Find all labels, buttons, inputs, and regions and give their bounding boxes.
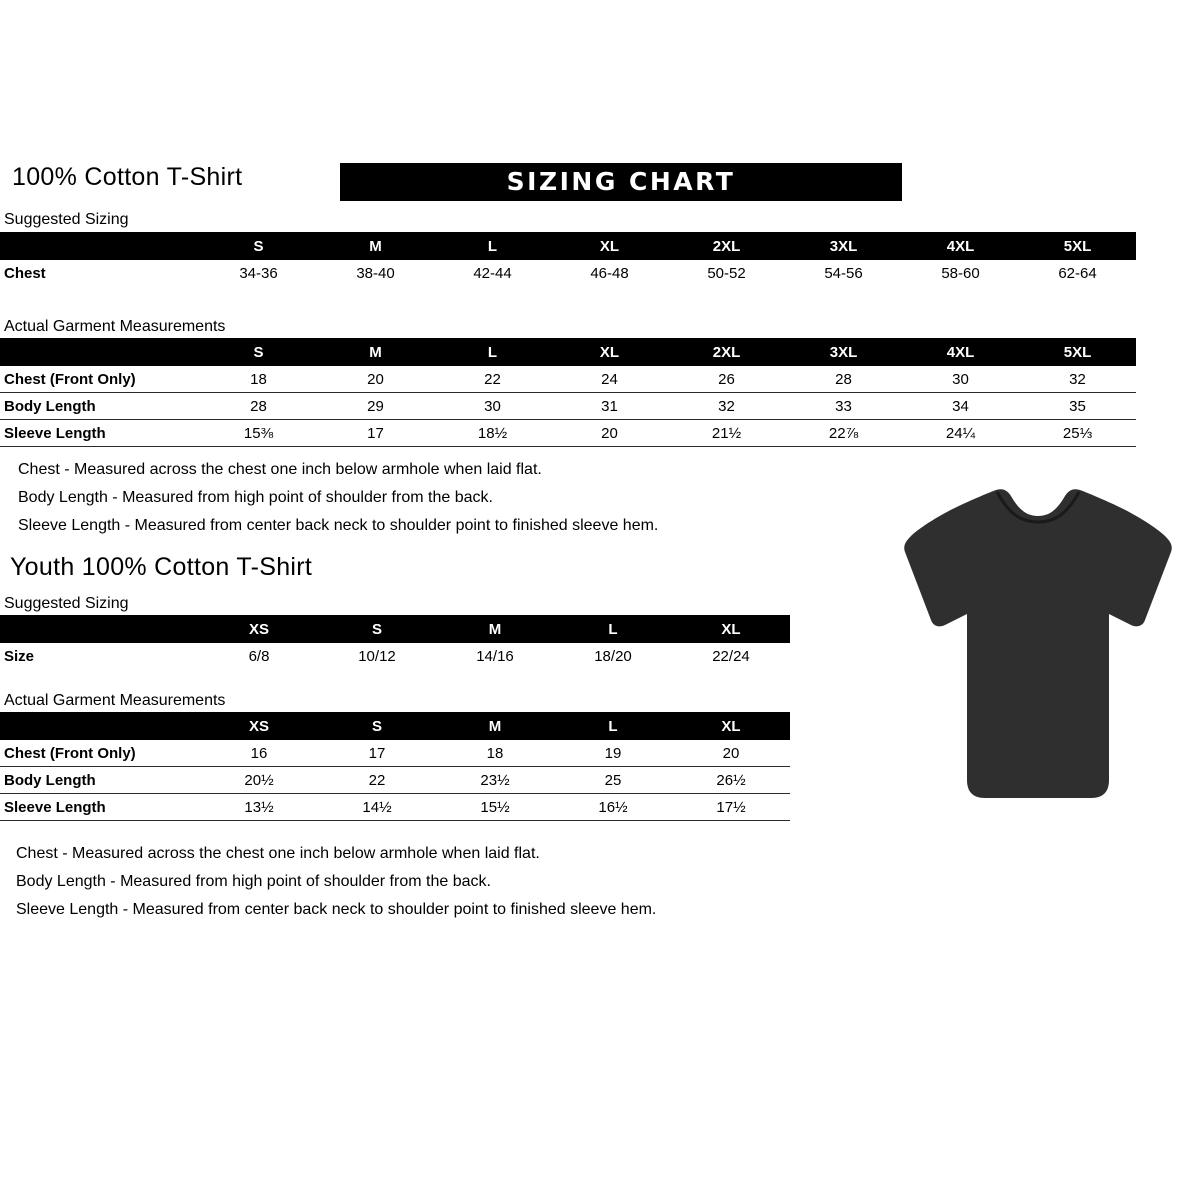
- column-header: S: [200, 338, 317, 366]
- adult-measurement-notes: [18, 456, 658, 540]
- table-cell: 30: [434, 393, 551, 420]
- note-line: Chest - Measured across the chest one inch below armhole when laid flat.: [16, 845, 540, 862]
- table-cell: 10/12: [358, 647, 396, 665]
- column-header: S: [318, 712, 436, 740]
- table-cell: 50-52: [707, 264, 746, 282]
- table-cell: 58-60: [941, 264, 980, 282]
- column-header: L: [554, 615, 672, 643]
- column-header: [0, 232, 200, 260]
- column-header: M: [436, 712, 554, 740]
- row-label: Size: [4, 647, 35, 665]
- table-cell: 20: [551, 420, 668, 447]
- table-cell: 15½: [436, 794, 554, 821]
- table-cell: 20: [317, 366, 434, 393]
- row-label: Chest: [4, 264, 46, 282]
- row-label: Chest (Front Only): [0, 740, 200, 767]
- table-cell: 25⅓: [1019, 420, 1136, 447]
- table-cell: 46-48: [590, 264, 629, 282]
- column-header: XL: [551, 232, 668, 260]
- table-cell: 32: [1019, 366, 1136, 393]
- table-cell: 17½: [672, 794, 790, 821]
- row-label: Sleeve Length: [0, 794, 200, 821]
- t-shirt-illustration: [893, 480, 1183, 810]
- table-cell: 14½: [318, 794, 436, 821]
- column-header: 4XL: [902, 232, 1019, 260]
- column-header: [0, 615, 200, 643]
- youth-section-title: Youth 100% Cotton T-Shirt: [10, 553, 313, 581]
- table-cell: 24¼: [902, 420, 1019, 447]
- column-header: 3XL: [785, 338, 902, 366]
- table-cell: 16: [200, 740, 318, 767]
- table-header-row: [0, 615, 790, 643]
- adult-suggested-sizing-label: Suggested Sizing: [4, 211, 129, 228]
- table-cell: 38-40: [356, 264, 395, 282]
- row-label: Chest (Front Only): [0, 366, 200, 393]
- table-cell: 32: [668, 393, 785, 420]
- table-cell: 15⅜: [200, 420, 317, 447]
- note-line: Body Length - Measured from high point of shoulder from the back.: [16, 873, 491, 890]
- adult-section-title: 100% Cotton T-Shirt: [12, 163, 243, 191]
- table-row: [0, 740, 790, 767]
- table-header-row: [0, 712, 790, 740]
- table-row: [0, 420, 1136, 447]
- column-header: [0, 712, 200, 740]
- row-label: Body Length: [0, 393, 200, 420]
- row-label: Sleeve Length: [0, 420, 200, 447]
- table-row: [0, 767, 790, 794]
- adult-actual-measurements-label: Actual Garment Measurements: [4, 318, 226, 335]
- table-cell: 6/8: [248, 647, 270, 665]
- column-header: XL: [551, 338, 668, 366]
- column-header: L: [434, 338, 551, 366]
- table-cell: 14/16: [476, 647, 514, 665]
- table-cell: 17: [317, 420, 434, 447]
- table-cell: 19: [554, 740, 672, 767]
- table-cell: 29: [317, 393, 434, 420]
- note-line: Sleeve Length - Measured from center back neck to shoulder point to finished sleeve hem.: [18, 517, 659, 534]
- table-cell: 18/20: [594, 647, 632, 665]
- table-cell: 18: [200, 366, 317, 393]
- table-header-row: [0, 338, 1136, 366]
- table-cell: 34: [902, 393, 1019, 420]
- table-cell: 21½: [668, 420, 785, 447]
- table-cell: 25: [554, 767, 672, 794]
- youth-measurement-notes: [16, 840, 656, 924]
- table-cell: 54-56: [824, 264, 863, 282]
- table-cell: 23½: [436, 767, 554, 794]
- youth-suggested-sizing-table: [0, 615, 790, 669]
- sizing-chart-banner: [340, 163, 902, 201]
- column-header: M: [317, 232, 434, 260]
- youth-actual-measurements-label: Actual Garment Measurements: [4, 692, 226, 709]
- table-row: [0, 643, 790, 669]
- column-header: [0, 338, 200, 366]
- column-header: M: [436, 615, 554, 643]
- table-cell: 34-36: [239, 264, 278, 282]
- table-cell: 13½: [200, 794, 318, 821]
- column-header: 5XL: [1019, 338, 1136, 366]
- column-header: S: [318, 615, 436, 643]
- column-header: 3XL: [785, 232, 902, 260]
- table-cell: 22: [318, 767, 436, 794]
- table-cell: 22: [434, 366, 551, 393]
- table-cell: 26½: [672, 767, 790, 794]
- table-cell: 20: [672, 740, 790, 767]
- column-header: M: [317, 338, 434, 366]
- table-cell: 28: [785, 366, 902, 393]
- table-cell: 28: [200, 393, 317, 420]
- table-row: [0, 794, 790, 821]
- table-cell: 18½: [434, 420, 551, 447]
- table-cell: 30: [902, 366, 1019, 393]
- column-header: XL: [672, 712, 790, 740]
- table-cell: 24: [551, 366, 668, 393]
- row-label: Body Length: [0, 767, 200, 794]
- table-cell: 26: [668, 366, 785, 393]
- column-header: L: [554, 712, 672, 740]
- sizing-chart-banner-label: SIZING CHART: [506, 167, 736, 196]
- column-header: 4XL: [902, 338, 1019, 366]
- column-header: S: [200, 232, 317, 260]
- t-shirt-icon: [893, 480, 1183, 810]
- adult-suggested-sizing-table: [0, 232, 1136, 286]
- table-cell: 31: [551, 393, 668, 420]
- table-cell: 33: [785, 393, 902, 420]
- table-cell: 42-44: [473, 264, 512, 282]
- table-cell: 20½: [200, 767, 318, 794]
- table-row: [0, 260, 1136, 286]
- column-header: XS: [200, 615, 318, 643]
- column-header: L: [434, 232, 551, 260]
- table-cell: 62-64: [1058, 264, 1097, 282]
- table-cell: 16½: [554, 794, 672, 821]
- table-header-row: [0, 232, 1136, 260]
- youth-suggested-sizing-label: Suggested Sizing: [4, 595, 129, 612]
- column-header: 2XL: [668, 338, 785, 366]
- youth-actual-measurements-table: [0, 712, 790, 821]
- table-cell: 22⅞: [785, 420, 902, 447]
- adult-actual-measurements-table: [0, 338, 1136, 447]
- column-header: XL: [672, 615, 790, 643]
- table-row: [0, 366, 1136, 393]
- table-cell: 22/24: [712, 647, 750, 665]
- note-line: Sleeve Length - Measured from center back neck to shoulder point to finished sleeve hem.: [16, 901, 657, 918]
- column-header: 5XL: [1019, 232, 1136, 260]
- column-header: XS: [200, 712, 318, 740]
- column-header: 2XL: [668, 232, 785, 260]
- note-line: Body Length - Measured from high point of shoulder from the back.: [18, 489, 493, 506]
- table-cell: 18: [436, 740, 554, 767]
- table-cell: 17: [318, 740, 436, 767]
- note-line: Chest - Measured across the chest one inch below armhole when laid flat.: [18, 461, 542, 478]
- table-row: [0, 393, 1136, 420]
- table-cell: 35: [1019, 393, 1136, 420]
